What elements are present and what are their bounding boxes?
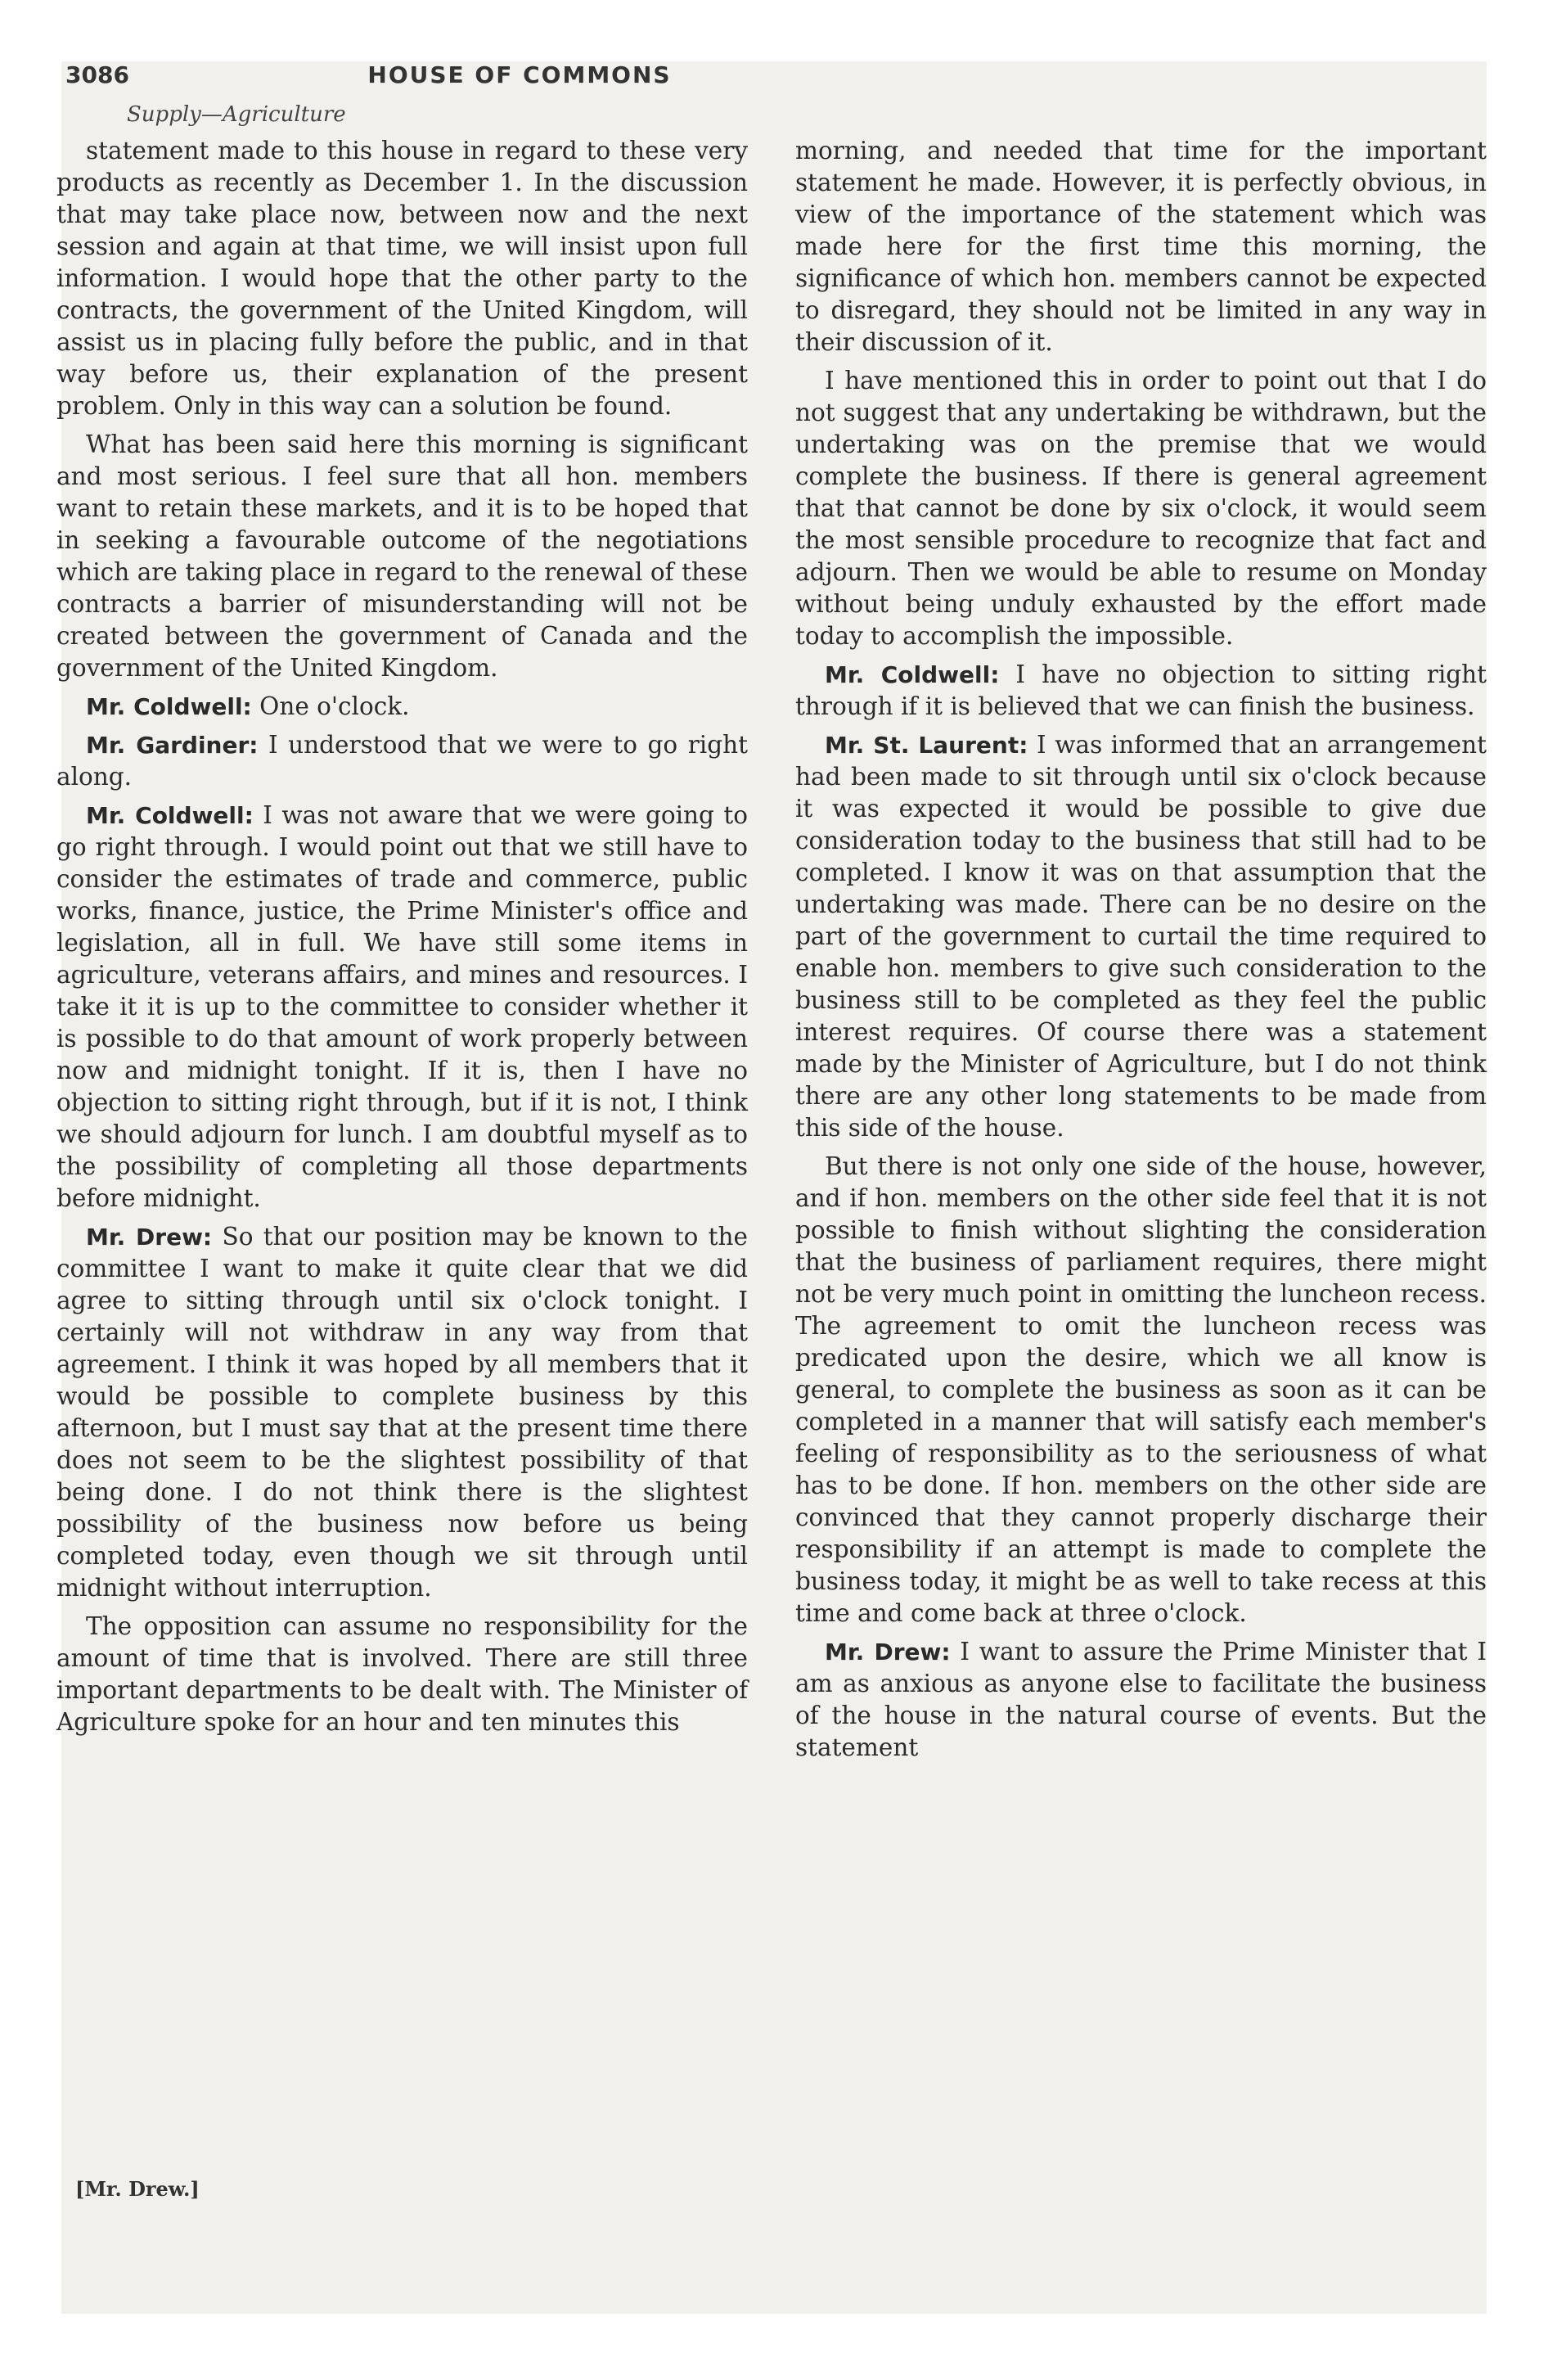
paragraph-text: statement made to this house in regard to these very products as recently as December 1. In the discussion that may take place now, between now and the next session and again at that time, we will insist upon full information. I would hope that the other party to the contracts, the government of the United Kingdom, will assist us in placing fully before the public, and in that way before us, their explanation of the present problem. Only in this way can a solution be found.: [56, 137, 748, 420]
paragraph-text: One o'clock.: [259, 692, 410, 720]
paragraph-text: I was not aware that we were going to go right through. I would point out that we still have to consider the estimates of trade and commerce, public works, finance, justice, the Prime Minister's office and legislation, all in full. We have still some items in agriculture, veterans affairs, and mines and resources. I take it it is up to the committee to consider whether it is possible to do that amount of work properly between now and midnight tonight. If it is, then I have no objection to sitting right through, but if it is not, I think we should adjourn for lunch. I am doubtful myself as to the possibility of completing all those departments before midnight.: [56, 801, 748, 1212]
speaker-name: Mr. St. Laurent:: [825, 732, 1028, 759]
paragraph: [56, 729, 748, 793]
paragraph: [795, 659, 1487, 723]
paragraph: [795, 729, 1487, 1144]
page-number: 3086: [65, 61, 129, 88]
section-subhead: Supply—Agriculture: [127, 102, 346, 127]
speaker-name: Mr. Gardiner:: [86, 732, 259, 759]
paragraph-text: I want to assure the Prime Minister that I am as anxious as anyone else to facilitate the business of the house in the natural course of events. But the statement: [795, 1638, 1487, 1761]
paragraph: [795, 365, 1487, 652]
paragraph: [795, 135, 1487, 358]
paragraph-text: morning, and needed that time for the important statement he made. However, it is perfectly obvious, in view of the importance of the statement which was made here for the first time this morning, the significance of which hon. members cannot be expected to disregard, they should not be limited in any way in their discussion of it.: [795, 137, 1487, 356]
left-column: [56, 135, 748, 1745]
paragraph: [795, 1636, 1487, 1764]
speaker-name: Mr. Coldwell:: [86, 802, 254, 829]
right-column: [795, 135, 1487, 1770]
paragraph-text: But there is not only one side of the house, however, and if hon. members on the other side feel that it is not possible to finish without slighting the consideration that the business of parliament requires, there might not be very much point in omitting the luncheon recess. The agreement to omit the luncheon recess was predicated upon the desire, which we all know is general, to complete the business as soon as it can be completed in a manner that will satisfy each member's feeling of responsibility as to the seriousness of what has to be done. If hon. members on the other side are convinced that they cannot properly discharge their responsibility if an attempt is made to complete the business today, it might be as well to take recess at this time and come back at three o'clock.: [795, 1152, 1487, 1627]
speaker-name: Mr. Coldwell:: [86, 693, 252, 720]
paragraph: [56, 691, 748, 723]
paragraph: [56, 135, 748, 422]
paragraph: [56, 429, 748, 684]
paragraph-text: I have mentioned this in order to point out that I do not suggest that any undertaking be withdrawn, but the undertaking was on the premise that we would complete the business. If there is general agreement that that cannot be done by six o'clock, it would seem the most sensible procedure to recognize that fact and adjourn. Then we would be able to resume on Monday without being unduly exhausted by the effort made today to accomplish the impossible.: [795, 367, 1487, 650]
speaker-name: Mr. Drew:: [825, 1639, 951, 1666]
paragraph-text: The opposition can assume no responsibility for the amount of time that is involved. There are still three important departments to be dealt with. The Minister of Agriculture spoke for an hour and ten minutes this: [56, 1612, 748, 1736]
running-head: HOUSE OF COMMONS: [367, 61, 672, 88]
speaker-name: Mr. Coldwell:: [825, 661, 1000, 688]
paragraph-text: I have no objection to sitting right through if it is believed that we can finish the business.: [795, 660, 1487, 720]
paragraph: [795, 1151, 1487, 1629]
footer-speaker-note: [Mr. Drew.]: [75, 2177, 200, 2201]
speaker-name: Mr. Drew:: [86, 1224, 213, 1251]
paragraph: [56, 1611, 748, 1738]
paragraph-text: So that our position may be known to the committee I want to make it quite clear that we did agree to sitting through until six o'clock tonight. I certainly will not withdraw in any way from that agreement. I think it was hoped by all members that it would be possible to complete business by this afternoon, but I must say that at the present time there does not seem to be the slightest possibility of that being done. I do not think there is the slightest possibility of the business now before us being completed today, even though we sit through until midnight without interruption.: [56, 1223, 748, 1602]
paragraph-text: I understood that we were to go right along.: [56, 731, 748, 791]
paragraph-text: I was informed that an arrangement had been made to sit through until six o'clock because it was expected it would be possible to give due consideration today to the business that still had to be completed. I know it was on that assumption that the undertaking was made. There can be no desire on the part of the government to curtail the time required to enable hon. members to give such consideration to the business still to be completed as they feel the public interest requires. Of course there was a statement made by the Minister of Agriculture, but I do not think there are any other long statements to be made from this side of the house.: [795, 731, 1487, 1142]
paragraph-text: What has been said here this morning is significant and most serious. I feel sure that all hon. members want to retain these markets, and it is to be hoped that in seeking a favourable outcome of the negotiations which are taking place in regard to the renewal of these contracts a barrier of misunderstanding will not be created between the government of Canada and the government of the United Kingdom.: [56, 430, 748, 682]
paragraph: [56, 800, 748, 1215]
paragraph: [56, 1221, 748, 1604]
